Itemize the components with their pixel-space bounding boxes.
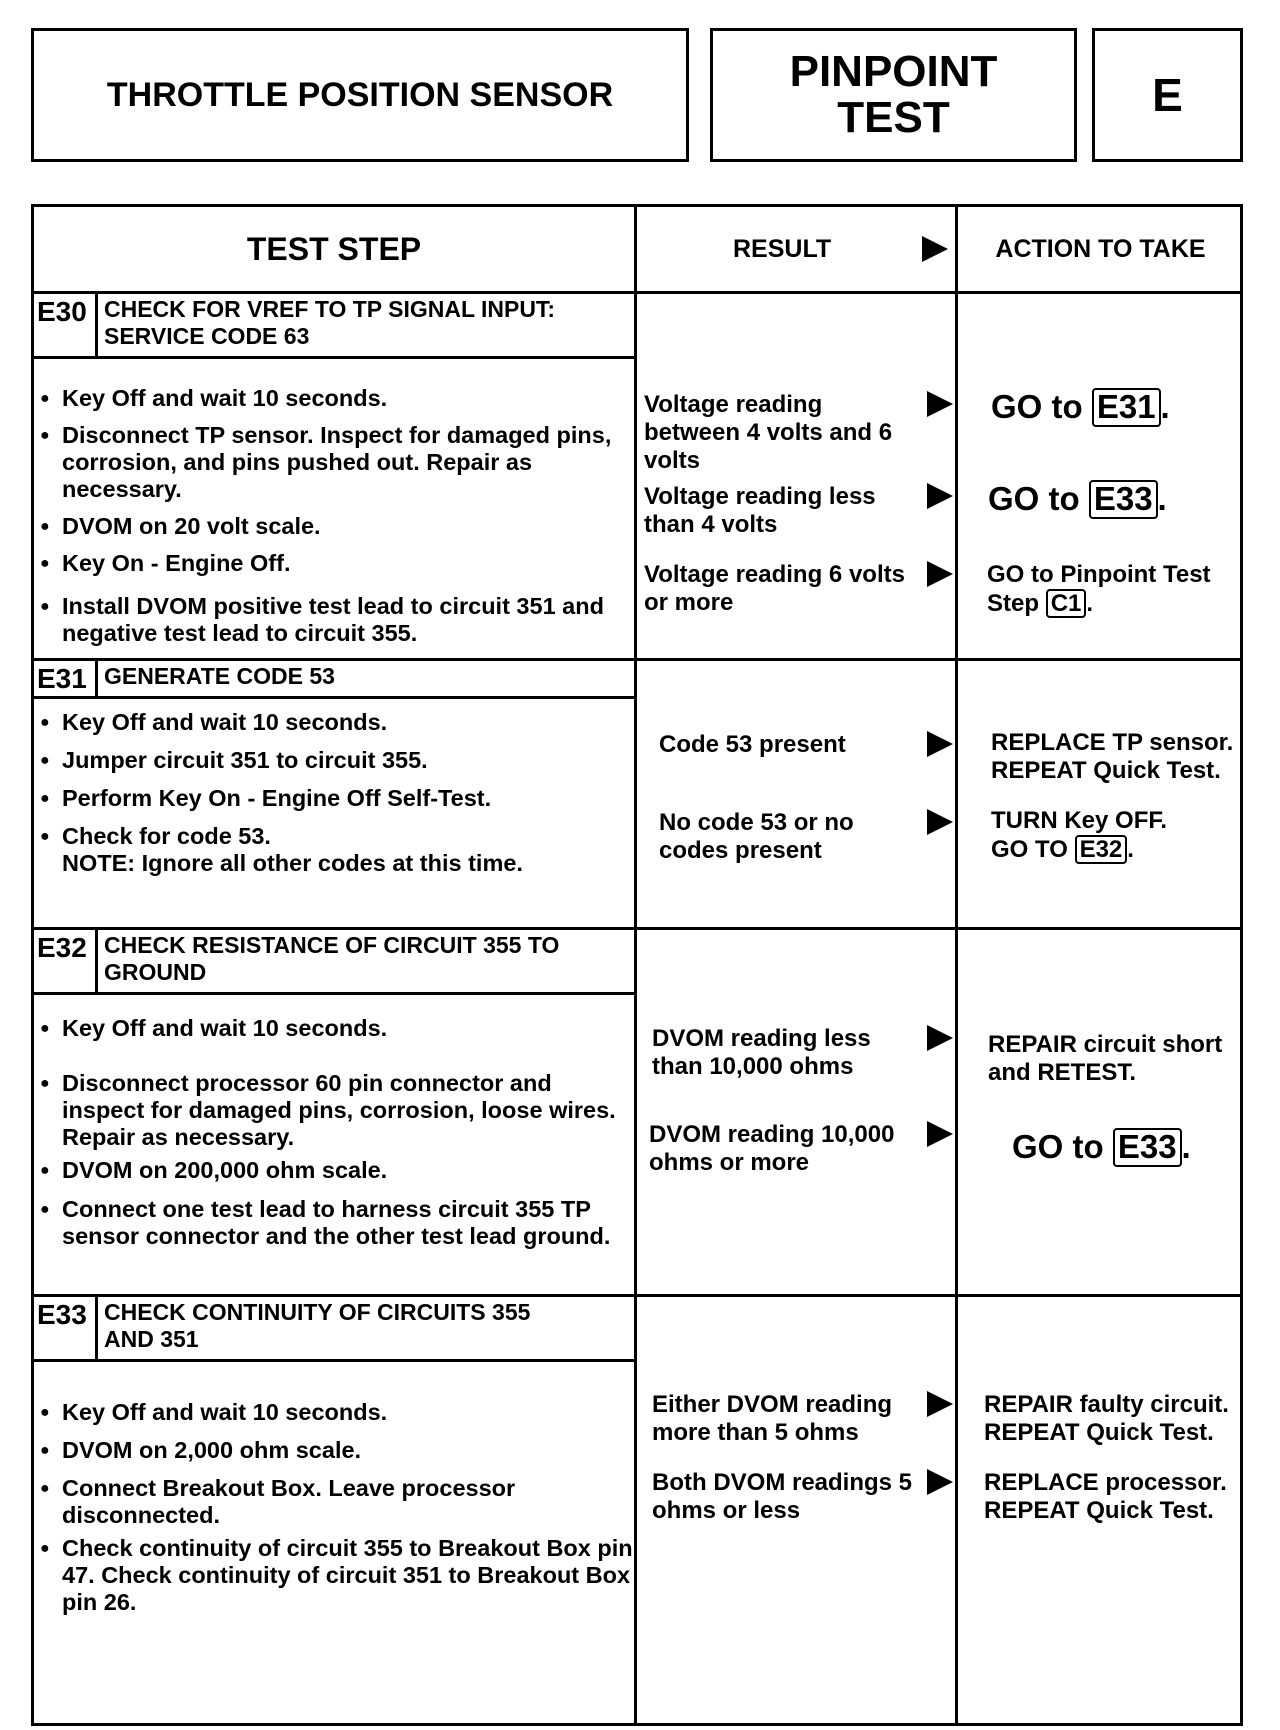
list-item: ● Check continuity of circuit 355 to Breakout Box pin 47. Check continuity of circuit 351 to Breakout Box pin 26. <box>38 1535 636 1616</box>
note-text: NOTE: Ignore all other codes at this time. <box>62 850 523 876</box>
list-item: ● Perform Key On - Engine Off Self-Test. <box>38 785 636 812</box>
list-item: ● Connect one test lead to harness circuit 355 TP sensor connector and the other test lead ground. <box>38 1196 636 1250</box>
result-text: DVOM reading less than 10,000 ohms <box>652 1025 871 1080</box>
action-text: REPEAT Quick Test. <box>991 757 1221 784</box>
action-text: REPLACE TP sensor. <box>991 729 1234 756</box>
step-title-line: GENERATE CODE 53 <box>104 663 335 689</box>
step-title-line: CHECK CONTINUITY OF CIRCUITS 355 <box>104 1299 531 1325</box>
right-arrow-icon <box>927 731 953 757</box>
action-replace <box>984 1469 1243 1525</box>
action-text: GO to <box>988 480 1080 517</box>
column-header-test-step <box>34 207 634 291</box>
list-item: ● Jumper circuit 351 to circuit 355. <box>38 747 636 774</box>
list-item: ● Disconnect TP sensor. Inspect for damaged pins, corrosion, and pins pushed out. Repair as necessary. <box>38 422 636 503</box>
list-item: ● Key Off and wait 10 seconds. <box>38 1399 636 1426</box>
list-item: ● Disconnect processor 60 pin connector and inspect for damaged pins, corrosion, loose wires. Repair as necessary. <box>38 1070 636 1151</box>
test-letter-text: E <box>1152 69 1183 121</box>
column-header-result-text: RESULT <box>733 234 832 263</box>
right-arrow-icon <box>927 1391 953 1417</box>
result-text: Voltage reading less than 4 volts <box>644 483 876 538</box>
action-suffix: . <box>1181 1128 1191 1165</box>
pinpoint-test-table <box>31 204 1243 1726</box>
action-go-to <box>988 479 1167 519</box>
action-repair <box>988 1031 1243 1087</box>
step-reference: C1 <box>1046 589 1087 618</box>
action-text: REPEAT Quick Test. <box>984 1497 1214 1524</box>
list-item: ● Key Off and wait 10 seconds. <box>38 385 636 412</box>
right-arrow-icon <box>927 809 953 835</box>
step-title-line: SERVICE CODE 63 <box>104 323 310 349</box>
pinpoint-line2: TEST <box>837 93 950 142</box>
step-reference: E31 <box>1092 388 1161 427</box>
action-text: REPEAT Quick Test. <box>984 1419 1214 1446</box>
action-suffix: . <box>1157 480 1167 517</box>
right-arrow-icon <box>922 236 948 262</box>
column-header-action-text: ACTION TO TAKE <box>995 234 1206 263</box>
step-header-e30 <box>34 294 634 359</box>
action-turn-key-off <box>991 807 1241 864</box>
list-item: ● Install DVOM positive test lead to circuit 351 and negative test lead to circuit 355. <box>38 593 636 647</box>
pinpoint-test-label <box>710 28 1077 162</box>
result-text: Voltage reading 6 volts or more <box>644 561 905 616</box>
action-replace <box>991 729 1241 785</box>
action-text: REPAIR circuit short <box>988 1031 1223 1058</box>
column-header-result <box>637 207 955 291</box>
action-text: GO TO <box>991 836 1068 863</box>
action-text: GO to <box>1012 1128 1104 1165</box>
list-item: ● Key Off and wait 10 seconds. <box>38 1015 636 1042</box>
step-instructions-e33 <box>38 1399 636 1616</box>
step-title <box>98 294 561 356</box>
step-id: E33 <box>34 1297 98 1359</box>
step-instructions-e32 <box>38 1015 636 1250</box>
action-suffix: . <box>1160 388 1170 425</box>
action-go-to <box>991 387 1170 427</box>
step-title <box>98 1297 536 1359</box>
list-item: ● Connect Breakout Box. Leave processor disconnected. <box>38 1475 636 1529</box>
step-header-e31 <box>34 661 634 699</box>
step-title-line: CHECK RESISTANCE OF CIRCUIT 355 TO <box>104 932 560 958</box>
test-letter <box>1092 28 1243 162</box>
step-header-e32 <box>34 930 634 995</box>
action-text: GO to Pinpoint Test Step <box>987 561 1211 617</box>
action-suffix: . <box>1127 836 1134 863</box>
action-go-to <box>987 561 1243 618</box>
step-instructions-e30 <box>38 385 636 647</box>
step-header-e33 <box>34 1297 634 1362</box>
step-title-line: AND 351 <box>104 1326 199 1352</box>
action-go-to <box>991 835 1241 864</box>
step-title-line: CHECK FOR VREF TO TP SIGNAL INPUT: <box>104 296 556 322</box>
action-repair <box>984 1391 1243 1447</box>
step-id: E31 <box>34 661 98 696</box>
right-arrow-icon <box>927 1121 953 1147</box>
action-suffix: . <box>1086 590 1094 617</box>
list-item: ● Key On - Engine Off. <box>38 550 636 577</box>
list-item: ● Key Off and wait 10 seconds. <box>38 709 636 736</box>
result-text: Either DVOM reading more than 5 ohms <box>652 1391 893 1446</box>
right-arrow-icon <box>927 561 953 587</box>
action-text: GO to <box>991 388 1083 425</box>
section-title <box>31 28 689 162</box>
action-text: TURN Key OFF. <box>991 807 1168 834</box>
step-title-line: GROUND <box>104 959 207 985</box>
section-title-text: THROTTLE POSITION SENSOR <box>106 75 614 114</box>
list-item: ● DVOM on 200,000 ohm scale. <box>38 1157 636 1184</box>
step-title <box>98 930 565 992</box>
list-item: ● DVOM on 2,000 ohm scale. <box>38 1437 636 1464</box>
step-title <box>98 661 341 696</box>
step-reference: E32 <box>1075 835 1128 864</box>
column-divider <box>955 207 958 1723</box>
pinpoint-line1: PINPOINT <box>789 47 998 96</box>
right-arrow-icon <box>927 1025 953 1051</box>
result-text: Code 53 present <box>659 731 846 758</box>
right-arrow-icon <box>927 391 953 417</box>
step-id: E32 <box>34 930 98 992</box>
step-reference: E33 <box>1089 480 1158 519</box>
action-text: REPAIR faulty circuit. <box>984 1391 1229 1418</box>
column-header-action <box>958 207 1243 291</box>
right-arrow-icon <box>927 1469 953 1495</box>
column-header-test-step-text: TEST STEP <box>246 230 422 267</box>
action-text: and RETEST. <box>988 1059 1137 1086</box>
result-text: DVOM reading 10,000 ohms or more <box>649 1121 895 1176</box>
right-arrow-icon <box>927 483 953 509</box>
action-go-to <box>1012 1127 1191 1167</box>
list-item: ● DVOM on 20 volt scale. <box>38 513 636 540</box>
result-text: No code 53 or no codes present <box>659 809 854 864</box>
step-reference: E33 <box>1113 1128 1182 1167</box>
list-item: ● Check for code 53. <box>38 823 636 850</box>
step-instructions-e31 <box>38 709 636 877</box>
result-text: Both DVOM readings 5 ohms or less <box>652 1469 913 1524</box>
result-text: Voltage reading between 4 volts and 6 volts <box>644 391 893 474</box>
action-text: REPLACE processor. <box>984 1469 1227 1496</box>
step-id: E30 <box>34 294 98 356</box>
